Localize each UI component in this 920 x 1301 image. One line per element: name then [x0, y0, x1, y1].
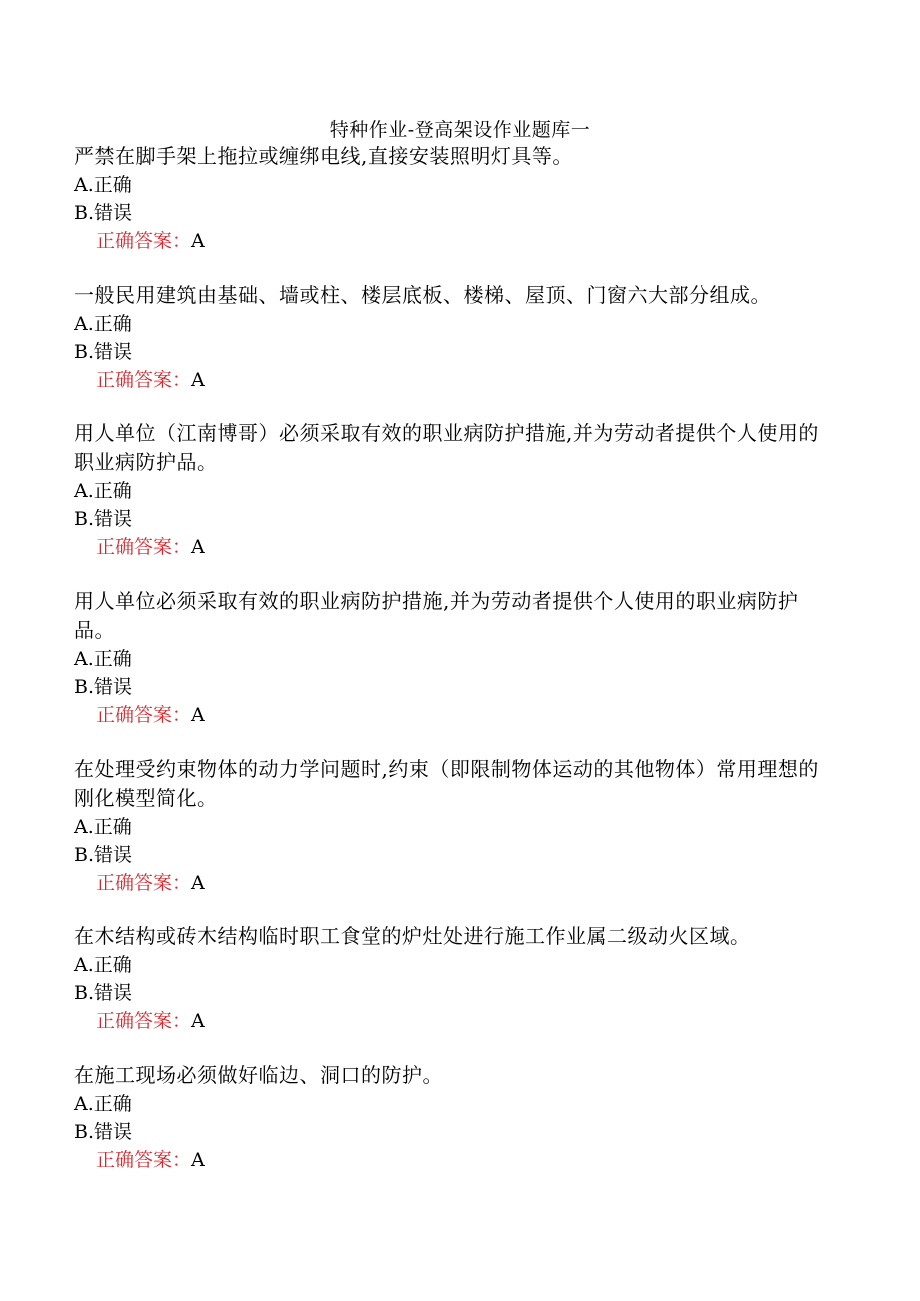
question-stem: 严禁在脚手架上拖拉或缠绑电线,直接安装照明灯具等。 — [74, 144, 573, 168]
question-stem: 一般民用建筑由基础、墙或柱、楼层底板、楼梯、屋顶、门窗六大部分组成。 — [74, 283, 771, 307]
option-b: B.错误 — [74, 341, 133, 363]
answer-label: 正确答案： — [96, 369, 192, 391]
option-a: A.正确 — [74, 648, 132, 670]
answer-label: 正确答案： — [96, 536, 192, 558]
question-5 — [74, 755, 834, 897]
option-a: A.正确 — [74, 480, 132, 502]
answer-value: A — [191, 369, 205, 391]
correct-answer — [96, 1146, 834, 1174]
question-4 — [74, 587, 834, 729]
question-stem: 在处理受约束物体的动力学问题时,约束（即限制物体运动的其他物体）常用理想的刚化模型简化。 — [74, 757, 819, 810]
option-b: B.错误 — [74, 844, 133, 866]
option-b: B.错误 — [74, 982, 133, 1004]
option-b: B.错误 — [74, 202, 133, 224]
option-a: A.正确 — [74, 954, 132, 976]
answer-label: 正确答案： — [96, 1010, 192, 1032]
option-a: A.正确 — [74, 1093, 132, 1115]
option-b: B.错误 — [74, 508, 133, 530]
option-a: A.正确 — [74, 816, 132, 838]
question-6 — [74, 922, 834, 1035]
answer-value: A — [191, 1010, 205, 1032]
answer-value: A — [191, 230, 205, 252]
correct-answer — [96, 701, 834, 729]
correct-answer — [96, 1007, 834, 1035]
answer-value: A — [191, 704, 205, 726]
correct-answer — [96, 227, 834, 255]
answer-label: 正确答案： — [96, 872, 192, 894]
question-3 — [74, 419, 834, 561]
correct-answer — [96, 533, 834, 561]
answer-label: 正确答案： — [96, 704, 192, 726]
answer-value: A — [191, 536, 205, 558]
correct-answer — [96, 366, 834, 394]
option-a: A.正确 — [74, 313, 132, 335]
option-b: B.错误 — [74, 676, 133, 698]
question-stem: 在施工现场必须做好临边、洞口的防护。 — [74, 1063, 443, 1087]
question-stem: 用人单位（江南博哥）必须采取有效的职业病防护措施,并为劳动者提供个人使用的职业病防护品。 — [74, 421, 819, 474]
document-title: 特种作业-登高架设作业题库一 — [329, 119, 591, 141]
question-2 — [74, 281, 834, 394]
answer-label: 正确答案： — [96, 230, 192, 252]
option-a: A.正确 — [74, 174, 132, 196]
question-stem: 用人单位必须采取有效的职业病防护措施,并为劳动者提供个人使用的职业病防护品。 — [74, 589, 799, 642]
option-b: B.错误 — [74, 1121, 133, 1143]
correct-answer — [96, 869, 834, 897]
question-stem: 在木结构或砖木结构临时职工食堂的炉灶处进行施工作业属二级动火区域。 — [74, 924, 751, 948]
answer-value: A — [191, 1149, 205, 1171]
answer-value: A — [191, 872, 205, 894]
question-7 — [74, 1061, 834, 1174]
answer-label: 正确答案： — [96, 1149, 192, 1171]
question-1 — [74, 142, 834, 255]
